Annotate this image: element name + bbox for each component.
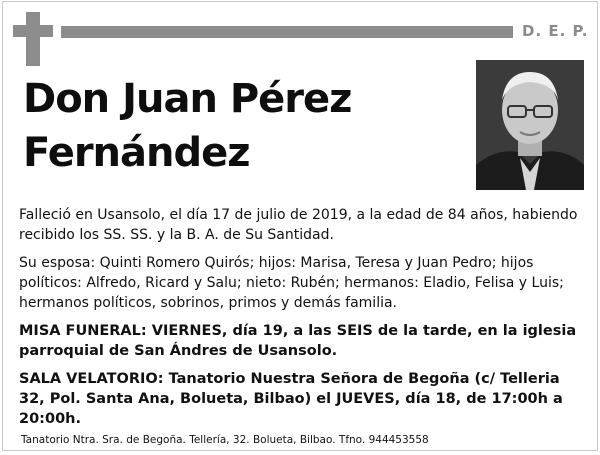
name-line-1: Don Juan Pérez [23, 76, 352, 122]
header-rule [61, 26, 513, 38]
obituary-notice [2, 1, 598, 451]
name-line-2: Fernández [23, 130, 250, 176]
funeral-paragraph: MISA FUNERAL: VIERNES, día 19, a las SEIS de la tarde, en la iglesia parroquial de San Ándres de Usansolo. [19, 323, 577, 359]
portrait-photo [476, 60, 584, 190]
wake-paragraph: SALA VELATORIO: Tanatorio Nuestra Señora de Begoña (c/ Telleria 32, Pol. Santa Ana, Bolueta, Bilbao) el JUEVES, día 18, de 17:00h a 20:00h. [19, 371, 563, 427]
cross-icon [13, 12, 53, 66]
family-paragraph: Su esposa: Quinti Romero Quirós; hijos: Marisa, Teresa y Juan Pedro; hijos políticos: Alfredo, Ricard y Salu; nieto: Rubén; hermanos: Eladio, Felisa y Luis; hermanos políticos, sobrinos, primos y demás familia. [19, 255, 564, 311]
notice-body [19, 205, 581, 437]
deceased-name [23, 72, 463, 180]
dep-label: D. E. P. [522, 22, 589, 40]
death-paragraph: Falleció en Usansolo, el día 17 de julio de 2019, a la edad de 84 años, habiendo recibido los SS. SS. y la B. A. de Su Santidad. [19, 207, 578, 243]
footer-contact: Tanatorio Ntra. Sra. de Begoña. Tellería, 32. Bolueta, Bilbao. Tfno. 944453558 [21, 434, 429, 446]
